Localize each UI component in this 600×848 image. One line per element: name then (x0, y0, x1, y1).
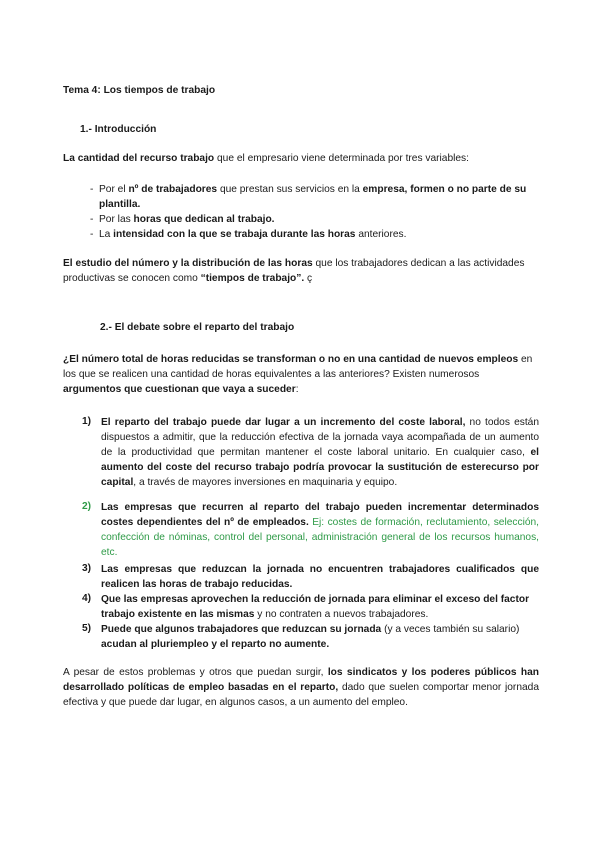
argument-item-2: Las empresas que recurren al reparto del trabajo pueden incrementar determinados costes dependientes del nº de empleados. Ej: costes de formación, reclutamiento, selección, confección de nóminas, control del personal, administración general de los recursos humanos, etc. (101, 502, 539, 558)
item-number: 1) (82, 416, 92, 427)
argument-item-5: Puede que algunos trabajadores que reduzcan su jornada (y a veces también su salario) acudan al pluriempleo y el reparto no aumente. (101, 624, 520, 650)
section-1-heading: 1.- Introducción (80, 124, 157, 135)
list-item: - Por el nº de trabajadores que prestan sus servicios en la empresa, formen o no parte de su plantilla. (90, 184, 527, 210)
argument-item-1: El reparto del trabajo puede dar lugar a un incremento del coste laboral, no todos están dispuestos a admitir, que la reducción efectiva de la jornada vaya acompañada de un aumento de la productividad que permitan mantener el coste laboral unitario. En cualquier caso, el aumento del coste del recurso trabajo podría provocar la sustitución de esterecurso por capital, a través de mayores inversiones en maquinaria y equipo. (101, 417, 539, 488)
item-number: 4) (82, 593, 92, 604)
section-2-heading: 2.- El debate sobre el reparto del trabajo (100, 322, 295, 333)
study-paragraph: El estudio del número y la distribución de las horas que los trabajadores dedican a las actividades productivas se conocen como “tiempos de trabajo”. ç (63, 258, 525, 284)
question-paragraph: ¿El número total de horas reducidas se transforman o no en una cantidad de nuevos empleos en los que se realicen una cantidad de horas equivalentes a las anteriores? Existen numerosos argumentos que cuestionan que vaya a suceder: (63, 354, 533, 395)
item-number: 3) (82, 563, 92, 574)
item-number: 5) (82, 623, 92, 634)
item-number: 2) (82, 501, 92, 512)
intro-paragraph: La cantidad del recurso trabajo que el empresario viene determinada por tres variables: (63, 153, 469, 164)
list-item: - Por las horas que dedican al trabajo. (90, 214, 275, 225)
variables-list (90, 182, 540, 242)
list-item: - La intensidad con la que se trabaja durante las horas anteriores. (90, 229, 407, 240)
argument-item-3: Las empresas que reduzcan la jornada no encuentren trabajadores cualificados que realicen las horas de trabajo reducidas. (101, 564, 539, 590)
conclusion-paragraph: A pesar de estos problemas y otros que puedan surgir, los sindicatos y los poderes públicos han desarrollado políticas de empleo basadas en el reparto, dado que suelen comportar menor jornada efectiva y que puede dar lugar, en algunos casos, a un aumento del empleo. (63, 667, 539, 708)
document-title: Tema 4: Los tiempos de trabajo (63, 85, 216, 96)
argument-item-4: Que las empresas aprovechen la reducción de jornada para eliminar el exceso del factor trabajo existente en las mismas y no contraten a nuevos trabajadores. (101, 594, 530, 620)
